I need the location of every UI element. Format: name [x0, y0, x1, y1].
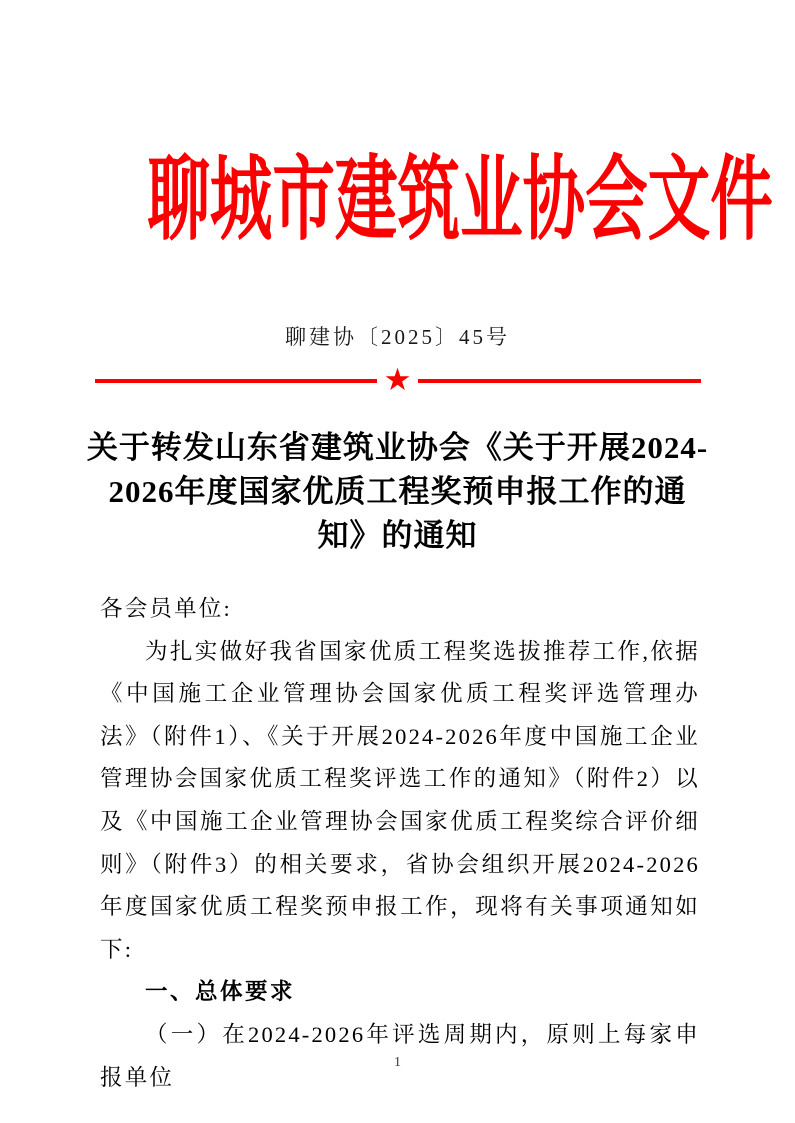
letterhead	[0, 149, 795, 251]
paragraph-intro: 为扎实做好我省国家优质工程奖选拔推荐工作,依据《中国施工企业管理协会国家优质工程奖评选管理办法》（附件1）、《关于开展2024-2026年度中国施工企业管理协会国家优质工程奖评选工作的通知》（附件2）以及《中国施工企业管理协会国家优质工程奖综合评价细则》（附件3）的相关要求，省协会组织开展2024-2026年度国家优质工程奖预申报工作，现将有关事项通知如下:	[100, 638, 700, 962]
notice-title-line-1: 关于转发山东省建筑业协会《关于开展2024-	[86, 430, 709, 465]
section-heading-overall-requirements: 一、总体要求	[145, 979, 296, 1005]
divider-line-right	[418, 379, 700, 383]
letterhead-title: 聊城市建筑业协会文件	[147, 149, 773, 251]
notice-title	[0, 426, 795, 558]
document-body	[100, 588, 700, 1099]
red-divider	[95, 364, 701, 397]
document-number: 聊建协〔2025〕45号	[285, 325, 510, 349]
paragraph-item-1: （一）在2024-2026年评选周期内，原则上每家申报单位	[100, 1021, 700, 1090]
page-number: 1	[394, 1055, 401, 1070]
divider-line-left	[95, 379, 377, 383]
star-icon: ★	[383, 362, 412, 397]
salutation: 各会员单位:	[100, 596, 232, 621]
notice-title-line-3: 知》的通知	[317, 518, 478, 553]
notice-title-line-2: 2026年度国家优质工程奖预申报工作的通	[108, 474, 687, 509]
